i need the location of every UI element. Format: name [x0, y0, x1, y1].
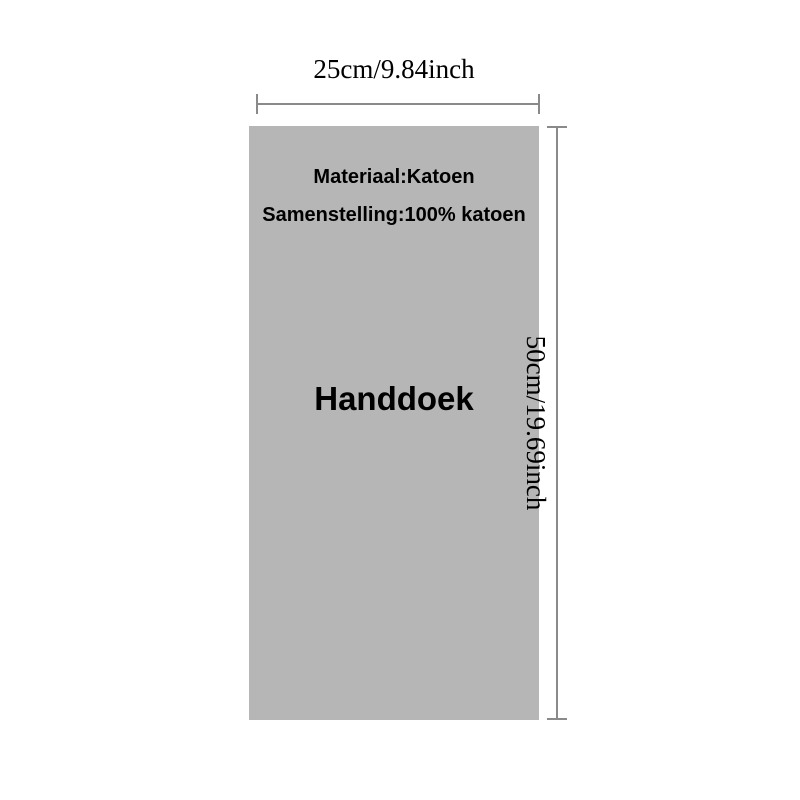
height-dimension-label: 50cm/19.69inch	[521, 335, 552, 511]
width-dimension-line	[256, 103, 540, 105]
material-label: Materiaal:Katoen	[313, 166, 475, 188]
height-dimension-line	[556, 126, 558, 720]
product-name-label: Handdoek	[314, 380, 474, 417]
width-dimension-label: 25cm/9.84inch	[313, 54, 475, 84]
composition-label: Samenstelling:100% katoen	[262, 204, 526, 226]
width-dimension-tick-right	[538, 94, 540, 114]
width-dimension-tick-left	[256, 94, 258, 114]
